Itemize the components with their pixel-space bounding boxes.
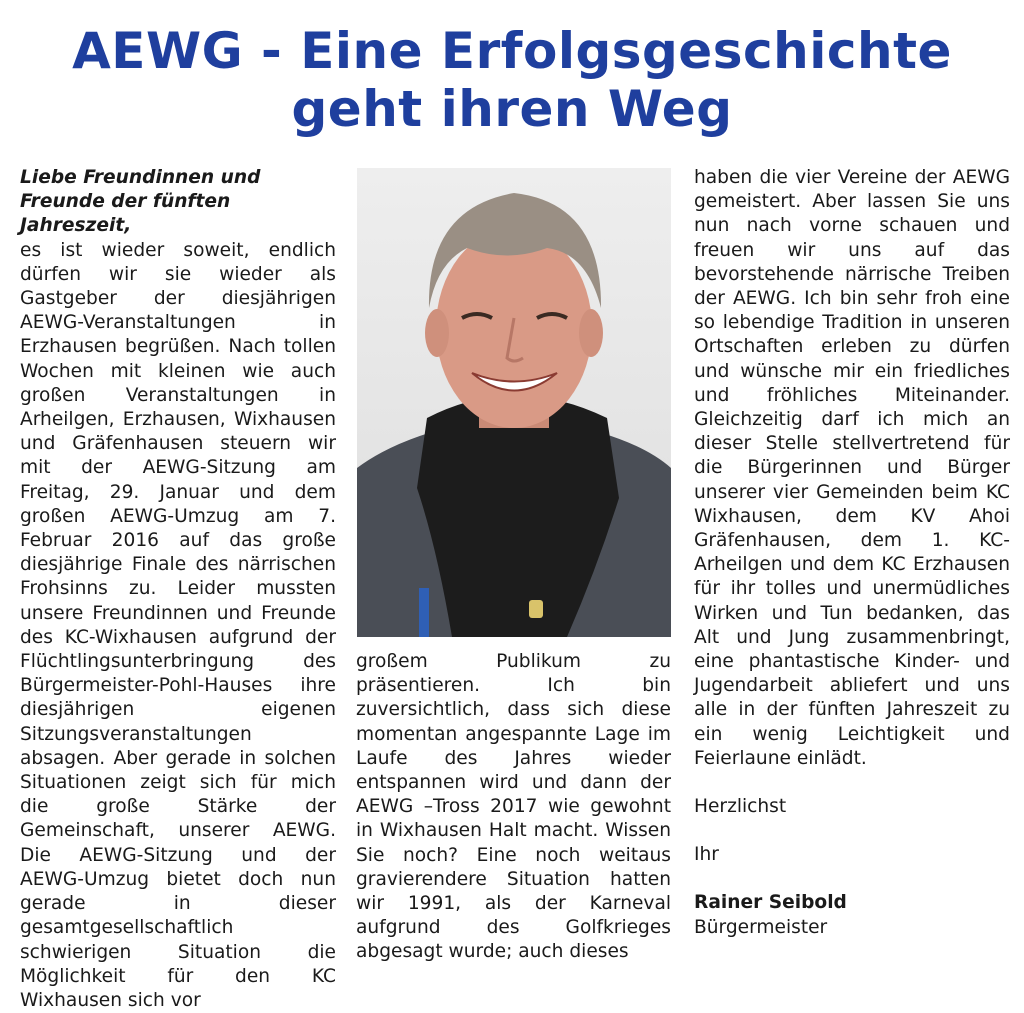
- signature-name: Rainer Seibold: [694, 892, 847, 914]
- article-column-3: [694, 166, 1010, 940]
- closing-yours: Ihr: [694, 844, 719, 866]
- headline-line-1: AEWG - Eine Erfolgsgeschichte: [72, 22, 952, 80]
- greeting: Liebe Freundinnen und Freunde der fünften Jahreszeit,: [20, 167, 261, 237]
- closing-regards: Herzlichst: [694, 796, 787, 818]
- headline: [0, 22, 1024, 138]
- article-column-1: [20, 166, 336, 1013]
- article-column-2: [356, 650, 671, 965]
- body-text-3: haben die vier Vereine der AEWG gemeistert. Aber lassen Sie uns nun nach vorne schauen und freuen wir uns auf das bevorstehende närrische Treiben der AEWG. Ich bin sehr froh eine so lebendige Tradition in unseren Ortschaften erleben zu dürfen und wünsche mir ein friedliches und fröhliches Miteinander. Gleichzeitig darf ich mich an dieser Stelle stellvertretend für die Bürgerinnen und Bürger unserer vier Gemeinden beim KC Wixhausen, dem KV Ahoi Gräfenhausen, dem 1. KC-Arheilgen und dem KC Erzhausen für ihr tolles und unermüdliches Wirken und Tun bedanken, das Alt und Jung zusammenbringt, eine phantastische Kinder- und Jugendarbeit abliefert und uns alle in der fünften Jahreszeit zu ein wenig Leichtigkeit und Feierlaune einlädt.: [694, 167, 1010, 769]
- headline-line-2: geht ihren Weg: [291, 80, 733, 138]
- portrait-photo: [357, 168, 671, 637]
- portrait-photo-icon: [357, 168, 671, 637]
- body-text-2: großem Publikum zu präsentieren. Ich bin zuversichtlich, dass sich diese momentan angespannte Lage im Laufe des Jahres wieder entspannen wird und dann der AEWG –Tross 2017 wie gewohnt in Wixhausen Halt macht. Wissen Sie noch? Eine noch weitaus gravierendere Situation hatten wir 1991, als der Karneval aufgrund des Golfkrieges abgesagt wurde; auch dieses: [356, 651, 671, 963]
- body-text-1: es ist wieder soweit, endlich dürfen wir sie wieder als Gastgeber der diesjährigen AEWG-Veranstaltungen in Erzhausen begrüßen. Nach tollen Wochen mit kleinen wie auch großen Veranstaltungen in Arheilgen, Erzhausen, Wixhausen und Gräfenhausen steuern wir mit der AEWG-Sitzung am Freitag, 29. Januar und dem großen AEWG-Umzug am 7. Februar 2016 auf das große diesjährige Finale des närrischen Frohsinns zu. Leider mussten unsere Freundinnen und Freunde des KC-Wixhausen aufgrund der Flüchtlingsunterbringung des Bürgermeister-Pohl-Hauses ihre diesjährigen eigenen Sitzungsveranstaltungen absagen. Aber gerade in solchen Situationen zeigt sich für mich die große Stärke der Gemeinschaft, unserer AEWG. Die AEWG-Sitzung und der AEWG-Umzug bietet doch nun gerade in dieser gesamtgesellschaftlich schwierigen Situation die Möglichkeit für den KC Wixhausen sich vor: [20, 239, 336, 1011]
- signature-title: Bürgermeister: [694, 916, 828, 938]
